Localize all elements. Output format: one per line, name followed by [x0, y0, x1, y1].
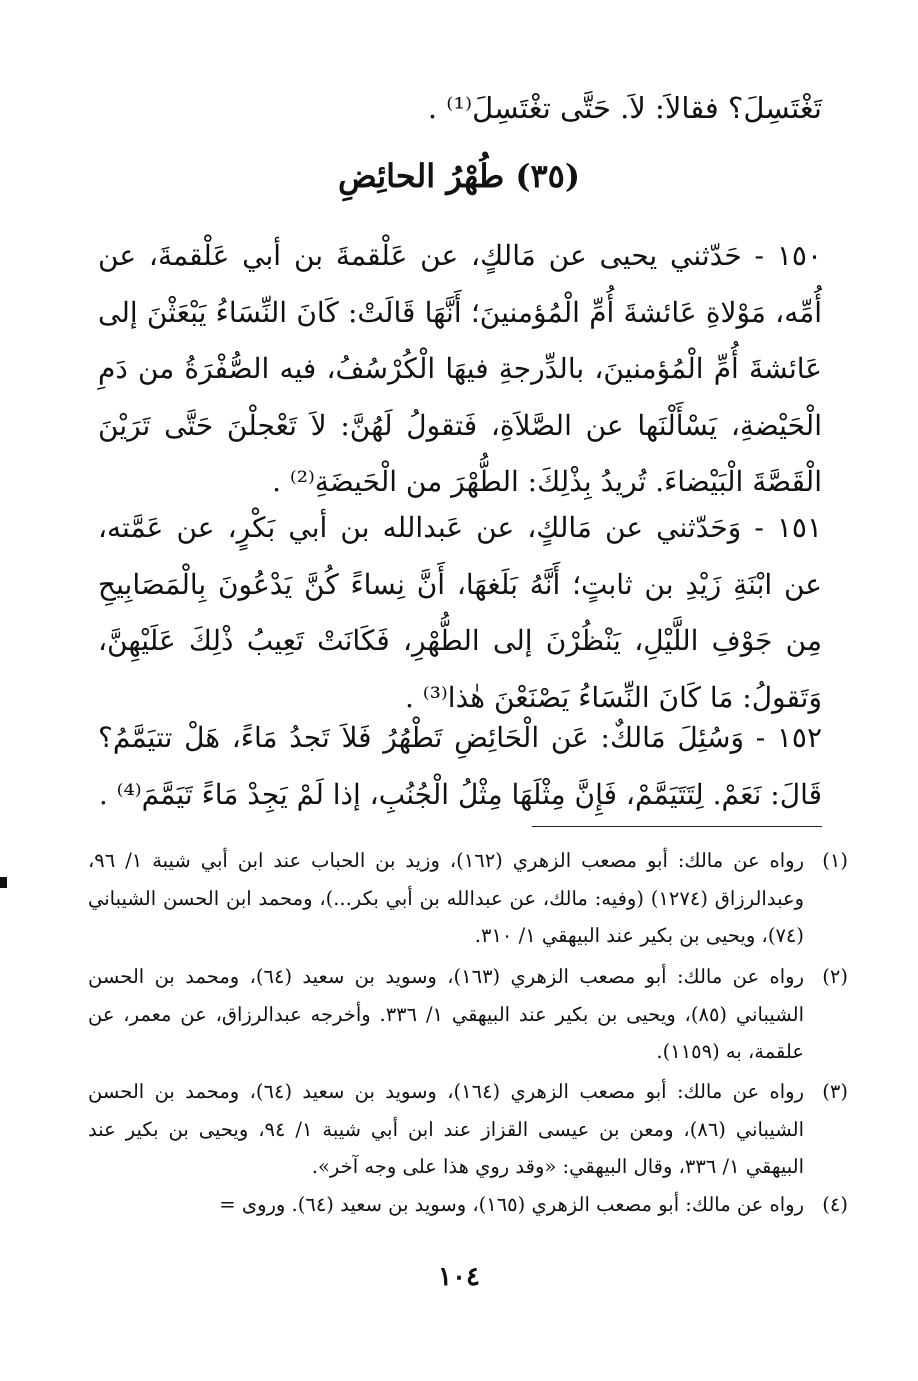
footnote-item: [88, 1186, 848, 1224]
hadith-paragraph-152: ١٥٢ - وَسُئِلَ مَالكٌ: عَن الْحَائِضِ تَطْهُرُ فَلاَ تَجدُ مَاءً، هَلْ تتيَمَّمُ؟ قَالَ: نَعَمْ. لِتَتَيَمَّمْ، فَإِنَّ مِثْلَهَا مِثْلُ الْجُنُبِ، إذا لَمْ يَجِدْ مَاءً تَيَمَّمَ⁽⁴⁾ .: [98, 721, 822, 811]
footnote-text: رواه عن مالك: أبو مصعب الزهري (١٦٣)، وسويد بن سعيد (٦٤)، ومحمد بن الحسن الشيباني (٨٥)، ويحيى بن بكير عند البيهقي ١/ ٣٣٦. وأخرجه عبدالرزاق، عن معمر، عن علقمة، به (١١٥٩).: [88, 965, 804, 1063]
hadith-paragraph-150: ١٥٠ - حَدّثني يحيى عن مَالكٍ، عن عَلْقمةَ بن أبي عَلْقمةَ، عن أُمِّه، مَوْلاةِ عَائشةَ أُمِّ الْمُؤمنينَ؛ أَنَّهَا قَالَتْ: كَانَ النِّسَاءُ يَبْعَثْنَ إلى عَائشةَ أُمِّ الْمُؤمنينَ، بالدِّرجةِ فيهَا الْكُرْسُفُ، فيه الصُّفْرَةُ من دَمِ الْحَيْضةِ، يَسْأَلْنَها عن الصَّلاَةِ، فَتقولُ لَهُنَّ: لاَ تَعْجلْنَ حَتَّى تَرَيْنَ الْقَصَّةَ الْبَيْضاءَ. تُريدُ بِذْلِكَ: الطُّهْرَ من الْحَيضَةِ⁽²⁾ .: [98, 239, 822, 498]
continuation-line: تَغْتَسِلَ؟ فقالاَ: لاَ. حَتَّى تغْتَسِلَ⁽¹⁾ .: [427, 91, 822, 125]
footnote-text: رواه عن مالك: أبو مصعب الزهري (١٦٥)، وسويد بن سعيد (٦٤). وروى =: [219, 1193, 804, 1216]
footnote-number: (٢): [822, 965, 848, 988]
section-title: (٣٥) طُهْرُ الحائِضِ: [338, 157, 580, 195]
footnote-item: [88, 958, 848, 1073]
page-number: ١٠٤: [438, 1262, 480, 1292]
footnotes-list: [88, 842, 848, 1224]
footnote-item: [88, 1073, 848, 1186]
footnote-number: (١): [822, 849, 848, 872]
scan-edge-mark: [0, 877, 7, 888]
footnote-text: رواه عن مالك: أبو مصعب الزهري (١٦٢)، وزيد بن الحباب عند ابن أبي شيبة ١/ ٩٦، وعبدالرزاق (١٢٧٤) (وفيه: مالك، عن عبدالله بن أبي بكر...)، ومحمد ابن الحسن الشيباني (٧٤)، ويحيى بن بكير عند البيهقي ١/ ٣١٠.: [88, 849, 805, 947]
hadith-paragraph-151: ١٥١ - وَحَدّثني عن مَالكٍ، عن عَبدالله بن أبي بَكْرٍ، عن عَمَّته، عن ابْنَةِ زَيْدِ بن ثابتٍ؛ أَنَّهُ بَلَغهَا، أَنَّ نِساءً كُنَّ يَدْعُونَ بِالْمَصَابِيحِ مِن جَوْفِ اللَّيْلِ، يَنْظُرْنَ إلى الطُّهْرِ، فَكَانَتْ تَعِيبُ ذْلِكَ عَلَيْهِنَّ، وَتَقولُ: مَا كَانَ النِّسَاءُ يَصْنَعْنَ هٰذا⁽³⁾ .: [98, 511, 822, 714]
footnote-number: (٤): [822, 1193, 848, 1216]
footnote-item: [88, 842, 848, 958]
footnote-number: (٣): [822, 1080, 848, 1103]
footnote-divider: [532, 826, 822, 827]
footnote-text: رواه عن مالك: أبو مصعب الزهري (١٦٤)، وسويد بن سعيد (٦٤)، ومحمد بن الحسن الشيباني (٨٦)، ومعن بن عيسى القزاز عند ابن أبي شيبة ١/ ٩٤، ويحيى بن بكير عند البيهقي ١/ ٣٣٦، وقال البيهقي: «وقد روي هذا على وجه آخر».: [88, 1080, 804, 1178]
